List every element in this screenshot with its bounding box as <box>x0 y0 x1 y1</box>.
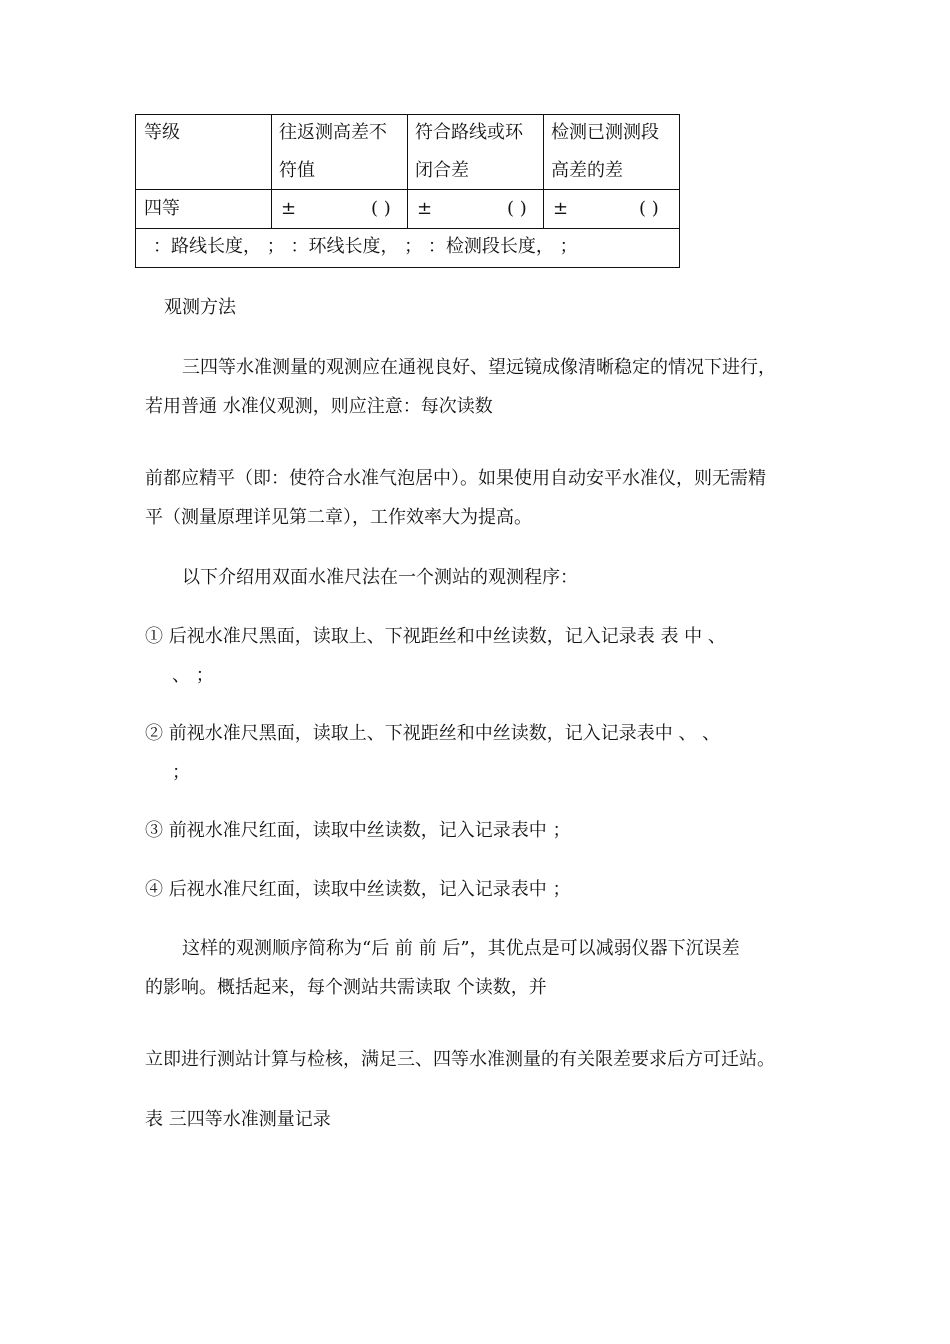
header-closure-line2: 闭合差 <box>415 160 469 181</box>
step-1-line-1: ① 后视水准尺黑面，读取上、下视距丝和中丝读数，记入记录表 表 中 、 <box>145 626 726 647</box>
table-border-bottom <box>135 267 680 268</box>
section-title: 观测方法 <box>164 297 236 318</box>
header-recheck-line1: 检测已测测段 <box>551 122 659 143</box>
step-4: ④ 后视水准尺红面，读取中丝读数，记入记录表中 ； <box>145 879 571 900</box>
step-3: ③ 前视水准尺红面，读取中丝读数，记入记录表中 ； <box>145 820 571 841</box>
paragraph-2-line-1: 前都应精平（即：使符合水准气泡居中）。如果使用自动安平水准仪，则无需精 <box>145 468 766 489</box>
table-border-left <box>135 114 136 268</box>
tolerance-table <box>135 114 680 268</box>
header-recheck-line2: 高差的差 <box>551 160 623 181</box>
row-value-1-pm: ± <box>281 198 297 219</box>
header-closure-line1: 符合路线或环 <box>415 122 523 143</box>
row-value-2-pm: ± <box>417 198 433 219</box>
paragraph-5: 立即进行测站计算与检核，满足三、四等水准测量的有关限差要求后方可迁站。 <box>145 1049 775 1070</box>
table-col-divider-1 <box>271 114 272 229</box>
step-1-line-2: 、 ； <box>172 665 214 686</box>
table-footnote: ：路线长度， ； ：环线长度， ； ：检测段长度， ； <box>153 236 578 257</box>
header-round-trip-line2: 符值 <box>279 160 315 181</box>
paragraph-4-line-1: 这样的观测顺序简称为“后 前 前 后”，其优点是可以减弱仪器下沉误差 <box>182 938 740 959</box>
row-value-1-paren: ( ) <box>371 198 391 219</box>
table-col-divider-3 <box>543 114 544 229</box>
paragraph-3: 以下介绍用双面水准尺法在一个测站的观测程序： <box>182 567 578 588</box>
row-grade: 四等 <box>144 198 180 219</box>
paragraph-1-line-2: 若用普通 水准仪观测，则应注意：每次读数 <box>145 396 493 417</box>
table-caption: 表 三四等水准测量记录 <box>145 1109 331 1130</box>
header-grade: 等级 <box>144 122 180 143</box>
header-round-trip-line1: 往返测高差不 <box>279 122 387 143</box>
row-value-2-paren: ( ) <box>507 198 527 219</box>
paragraph-1-line-1: 三四等水准测量的观测应在通视良好、望远镜成像清晰稳定的情况下进行， <box>182 357 776 378</box>
paragraph-2-line-2: 平（测量原理详见第二章），工作效率大为提高。 <box>145 507 532 528</box>
paragraph-4-line-2: 的影响。概括起来，每个测站共需读取 个读数，并 <box>145 977 547 998</box>
row-value-3-pm: ± <box>553 198 569 219</box>
step-2-line-2: ； <box>172 762 190 783</box>
row-value-3-paren: ( ) <box>639 198 659 219</box>
table-col-divider-2 <box>407 114 408 229</box>
step-2-line-1: ② 前视水准尺黑面，读取上、下视距丝和中丝读数，记入记录表中 、 、 <box>145 723 721 744</box>
table-border-right <box>679 114 680 268</box>
